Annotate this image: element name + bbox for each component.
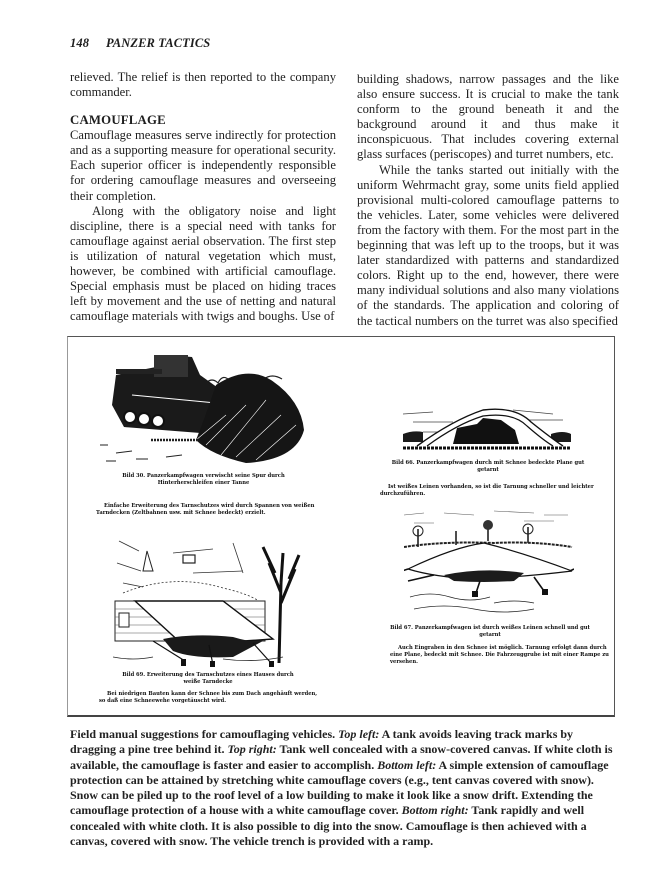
paragraph: Along with the obligatory noise and light discipline, there is a special need with tanks for camouflage against aerial observation. The first step is utilization of natural vegetation which must, however, be combined with artificial camouflage. Special emphasis must be placed on hiding traces left by movement and the use of netting and natural camouflage materials with twigs and boughs. Use of <box>70 203 336 324</box>
tank-under-canvas-illustration <box>403 402 571 452</box>
panel-caption: Bild 67. Panzerkampfwagen ist durch weißes Leinen schnell und gut getarnt <box>390 625 590 638</box>
caption-label-bottom-right: Bottom right: <box>401 803 469 818</box>
panel-note: Ist weißes Leinen vorhanden, so ist die Tarnung schneller und leichter durchzuführen. <box>380 484 594 497</box>
left-column <box>70 70 336 324</box>
running-header <box>70 36 210 51</box>
right-column <box>357 72 619 329</box>
panel-note: Einfache Erweiterung des Tarnschutzes wird durch Spannen von weißen Tarndecken (Zeltbahnen usw. mit Schnee bedeckt) erzielt. <box>96 503 315 516</box>
tank-under-cloth-illustration <box>404 507 574 619</box>
figure-panel-bottom-left <box>99 533 343 705</box>
figure-panel-bottom-right <box>390 507 610 666</box>
panel-note: Auch Eingraben in den Schnee ist möglich. Tarnung erfolgt dann durch eine Plane, bedeckt mit Schnee. Die Fahrzeuggrube ist mit einer Rampe zu versehen. <box>390 645 609 665</box>
house-cover-illustration <box>113 533 303 668</box>
tank-dragging-tree-illustration <box>96 345 311 467</box>
figure-panel-top-right <box>380 402 598 498</box>
figure-panel-top-left <box>96 345 326 517</box>
section-heading: CAMOUFLAGE <box>70 113 166 128</box>
page-number: 148 <box>70 36 90 50</box>
paragraph: While the tanks started out initially with the uniform Wehrmacht gray, some units field applied provisional multi-colored camouflage patterns to the vehicles. Later, some vehicles were delivered from the factory with them. For the most part in the beginning that was left up to the troops, but it was later standardized with patterns and standardized colors. Right up to the end, however, there were many individual solutions and also many violations of the standards. The application and coloring of the tactical numbers on the turret was also specified <box>357 162 619 328</box>
caption-text-top-left: A tank avoids leaving track marks by dragging a pine tree behind it. <box>70 727 574 757</box>
caption-text-bottom-left: A simple extension of camouflage protection can be attained by stretching white camouflage covers (e.g., tent canvas covered with snow). Snow can be piled up to the roof level of a low building to make it look like a snow drift. Extending the camouflage protection of a house with a white camouflage cover. <box>70 757 609 818</box>
panel-note: Bei niedrigen Bauten kann der Schnee bis zum Dach angehäuft werden, so daß eine Schneewehe vorgetäuscht wird. <box>99 691 318 704</box>
paragraph: building shadows, narrow passages and the like also ensure success. It is crucial to make the tank conform to the ground beneath it and the background around it and thus make it inconspicuous. That includes covering external glass surfaces (periscopes) and turret numbers, etc. <box>357 72 619 162</box>
caption-text-top-right: Tank well concealed with a snow-covered canvas. If white cloth is available, the camouflage is faster and easier to accomplish. <box>70 742 613 772</box>
running-title: PANZER TACTICS <box>106 36 211 50</box>
panel-caption: Bild 66. Panzerkampfwagen durch mit Schnee bedeckte Plane gut getarnt <box>391 460 585 473</box>
caption-label-top-right: Top right: <box>227 742 277 757</box>
figure-caption <box>70 727 615 849</box>
caption-label-bottom-left: Bottom left: <box>377 757 437 772</box>
panel-caption: Bild 69. Erweiterung des Tarnschutzes eines Hauses durch weiße Tarndecke <box>122 672 294 685</box>
panel-caption: Bild 30. Panzerkampfwagen verwischt seine Spur durch Hinterherschleifen einer Tanne <box>122 473 285 486</box>
paragraph: relieved. The relief is then reported to the company commander. <box>70 70 336 100</box>
figure-frame <box>67 336 615 717</box>
caption-text-bottom-right: Tank rapidly and well concealed with white cloth. It is also possible to dig into the snow. Camouflage is then achieved with a canvas, covered with snow. The vehicle trench is provided with a ramp. <box>70 803 587 849</box>
paragraph: Camouflage measures serve indirectly for protection and as a supporting measure for operational security. Each superior officer is independently responsible for ordering camouflage measures and overseeing their completion. <box>70 128 336 203</box>
caption-intro: Field manual suggestions for camouflaging vehicles. <box>70 727 339 741</box>
caption-label-top-left: Top left: <box>338 727 380 741</box>
